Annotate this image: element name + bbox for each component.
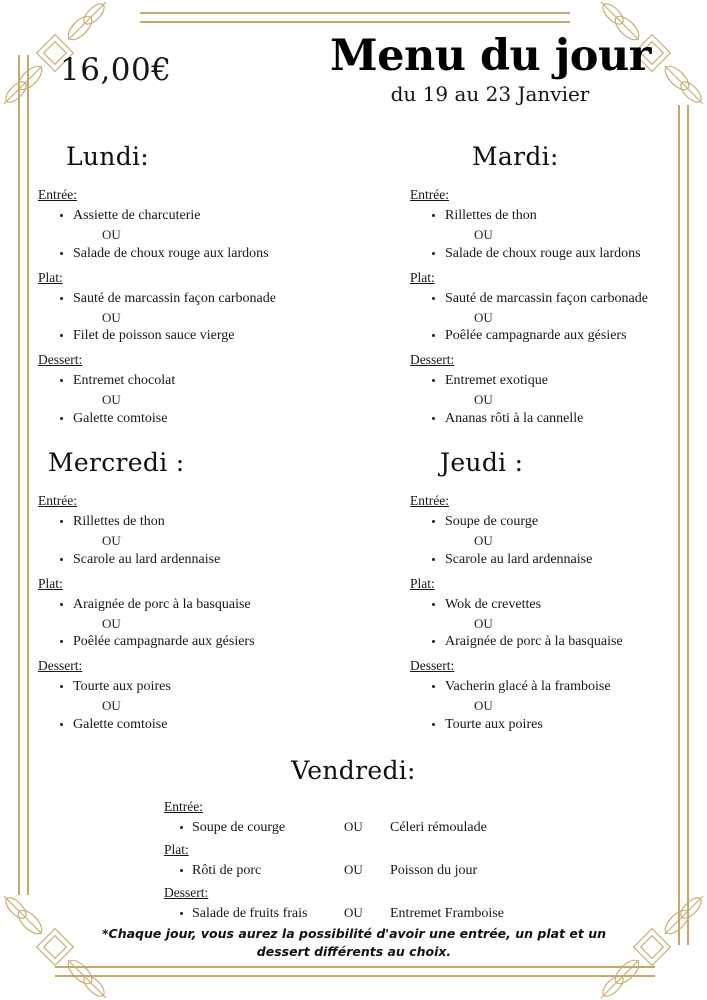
dish-item: Poêlée campagnarde aux gésiers (60, 632, 388, 652)
or-separator: OU (344, 862, 363, 878)
option-list-entree (38, 512, 388, 569)
dish-item: Rillettes de thon (432, 206, 707, 226)
dish-item: Ananas rôti à la cannelle (432, 409, 707, 429)
dish-item: Rôti de porc (192, 863, 262, 879)
vendredi-body (164, 797, 707, 924)
menu-header (0, 31, 707, 120)
course-label-dessert: Dessert: (38, 352, 83, 368)
dish-item: Scarole au lard ardennaise (432, 550, 707, 570)
or-separator: OU (474, 227, 493, 243)
course-label-entree: Entrée: (38, 187, 77, 202)
frame-line-top-inner (140, 21, 570, 23)
option-list-entree (38, 206, 388, 263)
day-block-lundi (38, 142, 388, 433)
course-label-entree: Entrée: (410, 493, 449, 508)
or-separator: OU (102, 615, 121, 631)
vendredi-option-row (164, 818, 707, 838)
day-block-mercredi (38, 448, 388, 739)
day-block-jeudi (410, 448, 707, 739)
dish-item: Sauté de marcassin façon carbonade (432, 289, 707, 309)
dish-item: Sauté de marcassin façon carbonade (60, 289, 388, 309)
dish-item: Assiette de charcuterie (60, 206, 388, 226)
option-list-dessert (410, 371, 707, 428)
option-list-dessert (38, 677, 388, 734)
course-label-dessert: Dessert: (38, 658, 83, 674)
dish-item: Entremet chocolat (60, 371, 388, 391)
dish-item: Soupe de courge (192, 820, 286, 836)
dish-item: Salade de choux rouge aux lardons (60, 244, 388, 264)
option-list-plat (410, 289, 707, 346)
option-list-entree (410, 206, 707, 263)
dish-item: Poêlée campagnarde aux gésiers (432, 326, 707, 346)
or-separator: OU (474, 698, 493, 714)
dish-item: Galette comtoise (60, 715, 388, 735)
footer-note: *Chaque jour, vous aurez la possibilité d'avoir une entrée, un plat et un dessert différents au choix. (101, 926, 607, 960)
day-title-lundi: Lundi: (66, 142, 150, 171)
option-list-dessert (38, 371, 388, 428)
or-separator: OU (102, 533, 121, 549)
page-title: Menu du jour (330, 31, 651, 81)
or-separator: OU (474, 309, 493, 325)
dish-item: Araignée de porc à la basquaise (432, 632, 707, 652)
course-label-dessert: Dessert: (410, 658, 455, 674)
day-title-mercredi: Mercredi : (48, 448, 185, 477)
course-label-dessert: Dessert: (164, 884, 209, 900)
day-block-mardi (410, 142, 707, 433)
course-label-dessert: Dessert: (410, 352, 455, 368)
option-list-dessert (410, 677, 707, 734)
dish-item: Tourte aux poires (432, 715, 707, 735)
or-separator: OU (474, 615, 493, 631)
dish-item: Rillettes de thon (60, 512, 388, 532)
or-separator: OU (474, 533, 493, 549)
option-list-entree (410, 512, 707, 569)
frame-line-bottom-outer (55, 966, 655, 968)
title-block (330, 31, 651, 107)
course-label-plat: Plat: (38, 575, 63, 591)
dish-item: Céleri rémoulade (390, 820, 487, 836)
or-separator: OU (102, 698, 121, 714)
dish-item: Vacherin glacé à la framboise (432, 677, 707, 697)
or-separator: OU (344, 819, 363, 835)
or-separator: OU (344, 904, 363, 920)
course-label-entree: Entrée: (410, 187, 449, 202)
dish-item: Filet de poisson sauce vierge (60, 326, 388, 346)
or-separator: OU (102, 309, 121, 325)
vendredi-option-row (164, 861, 707, 881)
dish-item: Entremet Framboise (390, 905, 504, 921)
course-label-plat: Plat: (164, 841, 189, 857)
menu-price: 16,00€ (60, 52, 172, 88)
frame-line-top-outer (140, 12, 570, 14)
course-label-plat: Plat: (38, 269, 63, 285)
frame-line-bottom-inner (55, 975, 655, 977)
course-label-entree: Entrée: (164, 799, 203, 814)
day-title-jeudi: Jeudi : (440, 448, 524, 477)
course-label-entree: Entrée: (38, 493, 77, 508)
dish-item: Salade de fruits frais (192, 905, 308, 921)
dish-item: Scarole au lard ardennaise (60, 550, 388, 570)
dish-item: Galette comtoise (60, 409, 388, 429)
date-range: du 19 au 23 Janvier (390, 82, 590, 107)
dish-item: Entremet exotique (432, 371, 707, 391)
dish-item: Poisson du jour (390, 863, 478, 879)
course-label-plat: Plat: (410, 575, 435, 591)
day-title-vendredi: Vendredi: (291, 756, 416, 785)
dish-item: Wok de crevettes (432, 595, 707, 615)
dish-item: Soupe de courge (432, 512, 707, 532)
or-separator: OU (474, 392, 493, 408)
day-block-vendredi (0, 756, 707, 924)
option-list-plat (38, 595, 388, 652)
dish-item: Araignée de porc à la basquaise (60, 595, 388, 615)
or-separator: OU (102, 392, 121, 408)
vendredi-option-row (164, 904, 707, 924)
course-label-plat: Plat: (410, 269, 435, 285)
option-list-plat (38, 289, 388, 346)
day-title-mardi: Mardi: (472, 142, 559, 171)
or-separator: OU (102, 227, 121, 243)
dish-item: Tourte aux poires (60, 677, 388, 697)
option-list-plat (410, 595, 707, 652)
dish-item: Salade de choux rouge aux lardons (432, 244, 707, 264)
